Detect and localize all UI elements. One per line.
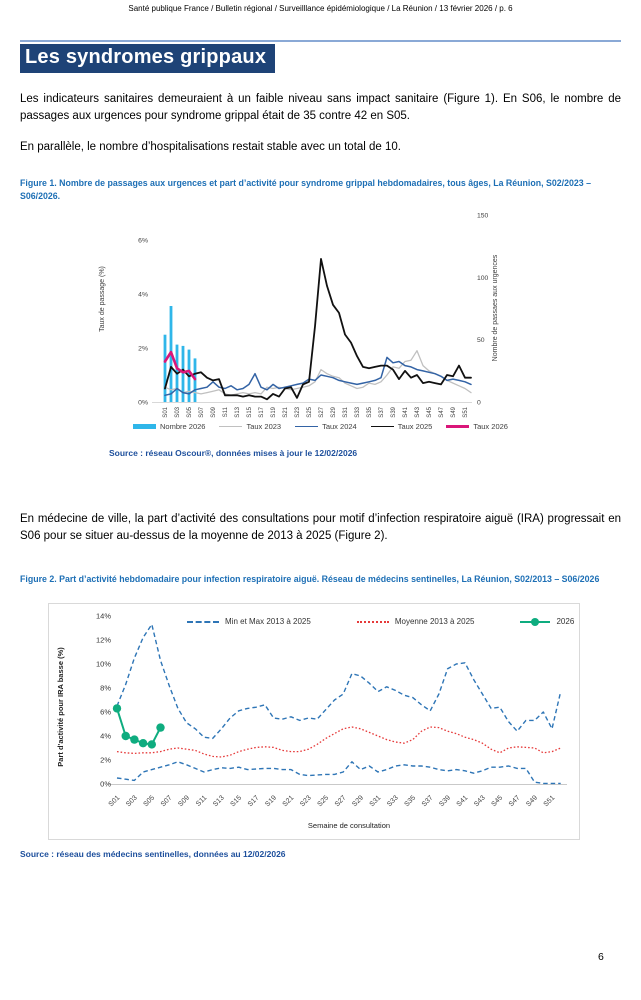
- figure2-chart-frame: [48, 603, 580, 840]
- x-axis-tick: S49: [451, 407, 457, 418]
- paragraph-hospitalisations: En parallèle, le nombre d’hospitalisations restait stable avec un total de 10.: [20, 141, 402, 153]
- x-axis-tick: S27: [319, 407, 325, 418]
- left-axis-tick: 4%: [138, 291, 148, 299]
- figure1-caption: Figure 1. Nombre de passages aux urgences et part d’activité pour syndrome grippal hebdomadaires, tous âges, La Réunion, S02/2023 – S06/2026.: [20, 178, 591, 201]
- y-axis-tick: 0%: [100, 779, 111, 789]
- paragraph-medecine-ville: En médecine de ville, la part d’activité des consultations pour motif d’infection respiratoire aiguë (IRA) progressait en S06 pour se situer au-dessus de la moyenne de 2013 à 2025 (Figure 2).: [20, 513, 621, 542]
- x-axis-tick: S41: [455, 794, 470, 809]
- x-axis-tick: S29: [351, 794, 366, 809]
- x-axis-tick: S21: [283, 407, 289, 418]
- legend-swatch-icon: [187, 621, 219, 623]
- x-axis-tick: S47: [439, 407, 445, 418]
- line-moyenne-2013-à-2025: [117, 727, 561, 757]
- x-axis-tick: S31: [368, 794, 383, 809]
- figure1-legend-item: [133, 422, 205, 431]
- x-axis-tick: S11: [195, 794, 209, 808]
- right-axis-tick: 0: [477, 399, 481, 407]
- page-number: 6: [598, 951, 604, 963]
- x-axis-tick: S07: [159, 794, 174, 809]
- x-axis-tick: S03: [175, 407, 181, 418]
- x-axis-tick: S17: [246, 794, 261, 809]
- marker-2026-point: [139, 739, 147, 747]
- marker-2026-point: [113, 704, 121, 712]
- legend-label: 2026: [556, 617, 575, 626]
- x-axis-tick: S17: [259, 407, 265, 418]
- x-axis-tick: S51: [463, 407, 469, 418]
- figure2-source: Source : réseau des médecins sentinelles, données au 12/02/2026: [20, 849, 286, 859]
- document-header: Santé publique France / Bulletin régional / Surveilllance épidémiologique / La Réunion / 13 février 2026 / p. 6: [128, 4, 513, 13]
- x-axis-tick: S43: [415, 407, 421, 418]
- x-axis-tick: S09: [211, 407, 217, 418]
- x-axis-tick: S05: [187, 407, 193, 418]
- marker-2026-point: [148, 740, 156, 748]
- marker-2026-point: [156, 723, 164, 731]
- legend-swatch-icon: [133, 424, 156, 429]
- legend-label: Taux 2023: [246, 422, 282, 431]
- left-axis-title: Taux de passage (%): [99, 266, 106, 332]
- y-axis-title: Part d'activité pour IRA basse (%): [56, 647, 65, 767]
- figure1-source: Source : réseau Oscour®, données mises à jour le 12/02/2026: [109, 448, 358, 458]
- x-axis-tick: S05: [142, 794, 157, 809]
- x-axis-tick: S33: [355, 407, 361, 418]
- figure1-legend-item: [219, 422, 281, 431]
- x-axis-tick: S25: [307, 407, 313, 418]
- left-axis-tick: 0%: [138, 399, 148, 407]
- line-max-2013-à-2025: [117, 624, 561, 738]
- figure1-legend: [20, 422, 621, 431]
- line-min-2013-à-2025: [117, 762, 561, 784]
- x-axis-tick: S37: [420, 794, 435, 809]
- title-rule: [20, 40, 621, 42]
- legend-swatch-icon: [371, 426, 394, 428]
- x-axis-tick: S03: [125, 794, 139, 809]
- figure2-legend-item: [520, 617, 574, 626]
- x-axis-tick: S19: [271, 407, 277, 418]
- y-axis-tick: 14%: [95, 611, 111, 621]
- x-axis-tick: S19: [264, 794, 279, 809]
- x-axis-tick: S37: [379, 407, 385, 418]
- x-axis-tick: S31: [343, 407, 349, 418]
- x-axis-tick: S13: [212, 794, 226, 809]
- y-axis-tick: 8%: [100, 683, 111, 693]
- legend-dot-icon: [531, 618, 539, 626]
- x-axis-tick: S39: [438, 794, 453, 809]
- legend-swatch-icon: [357, 621, 389, 623]
- x-axis-tick: S23: [299, 794, 313, 809]
- x-axis-tick: S13: [235, 407, 241, 418]
- left-axis-tick: 6%: [138, 237, 148, 245]
- legend-label: Moyenne 2013 à 2025: [394, 617, 475, 626]
- bar-nombre-2026: [164, 335, 167, 402]
- legend-label: Taux 2026: [473, 422, 508, 431]
- x-axis-tick: S23: [295, 407, 301, 418]
- paragraph-indicators: Les indicateurs sanitaires demeuraient à un faible niveau sans impact sanitaire (Figure 1). En S06, le nombre de passages aux urgences pour syndrome grippal était de 35 contre 42 en S05.: [20, 93, 621, 122]
- legend-swatch-icon: [446, 425, 469, 429]
- page-title: Les syndromes grippaux: [20, 44, 275, 73]
- x-axis-tick: S41: [403, 407, 409, 418]
- figure2-legend-item: [187, 617, 311, 626]
- bar-nombre-2026: [182, 346, 185, 402]
- x-axis-tick: S15: [229, 794, 244, 809]
- figure2-legend-item: [357, 617, 475, 626]
- y-axis-tick: 12%: [95, 635, 111, 645]
- x-axis-tick: S49: [525, 794, 540, 809]
- x-axis-title: Semaine de consultation: [307, 821, 391, 830]
- figure2-caption: Figure 2. Part d’activité hebdomadaire pour infection respiratoire aiguë. Réseau de médecins sentinelles, La Réunion, S02/2013 – S06/2026: [20, 574, 600, 584]
- figure2-chart: [49, 604, 579, 839]
- line-taux-2023: [165, 351, 471, 396]
- legend-swatch-icon: [219, 426, 242, 428]
- x-axis-tick: S33: [386, 794, 400, 809]
- figure1-chart: [88, 203, 518, 431]
- y-axis-tick: 2%: [100, 755, 111, 765]
- figure1-legend-item: [446, 422, 508, 431]
- x-axis-tick: S45: [427, 407, 433, 418]
- right-axis-title: Nombre de passaes aux urgences: [492, 254, 499, 362]
- x-axis-tick: S21: [281, 794, 296, 809]
- right-axis-tick: 100: [477, 274, 489, 282]
- figure1-legend-item: [295, 422, 357, 431]
- legend-label: Taux 2025: [397, 422, 433, 431]
- x-axis-tick: S35: [367, 407, 373, 418]
- right-axis-tick: 50: [477, 337, 485, 345]
- x-axis-tick: S11: [223, 407, 229, 418]
- x-axis-tick: S39: [391, 407, 397, 418]
- y-axis-tick: 6%: [100, 707, 111, 717]
- marker-2026-point: [130, 735, 138, 743]
- right-axis-tick: 150: [477, 212, 489, 220]
- x-axis-tick: S45: [490, 794, 505, 809]
- x-axis-tick: S51: [542, 794, 557, 809]
- x-axis-tick: S09: [177, 794, 192, 809]
- left-axis-tick: 2%: [138, 345, 148, 353]
- x-axis-tick: S47: [507, 794, 522, 809]
- x-axis-tick: S15: [247, 407, 253, 418]
- x-axis-tick: S27: [333, 794, 348, 809]
- x-axis-tick: S43: [473, 794, 487, 809]
- legend-swatch-icon: [520, 617, 550, 626]
- legend-swatch-icon: [295, 426, 318, 428]
- y-axis-tick: 4%: [100, 731, 111, 741]
- x-axis-tick: S01: [107, 794, 122, 809]
- x-axis-tick: S01: [163, 407, 169, 418]
- y-axis-tick: 10%: [95, 659, 111, 669]
- x-axis-tick: S25: [316, 794, 331, 809]
- legend-label: Nombre 2026: [160, 422, 206, 431]
- figure2-legend: [187, 617, 574, 626]
- legend-label: Taux 2024: [322, 422, 357, 431]
- figure1-legend-item: [371, 422, 433, 431]
- x-axis-tick: S29: [331, 407, 337, 418]
- legend-label: Min et Max 2013 à 2025: [225, 617, 311, 626]
- x-axis-tick: S07: [199, 407, 205, 418]
- marker-2026-point: [122, 732, 130, 740]
- x-axis-tick: S35: [403, 794, 418, 809]
